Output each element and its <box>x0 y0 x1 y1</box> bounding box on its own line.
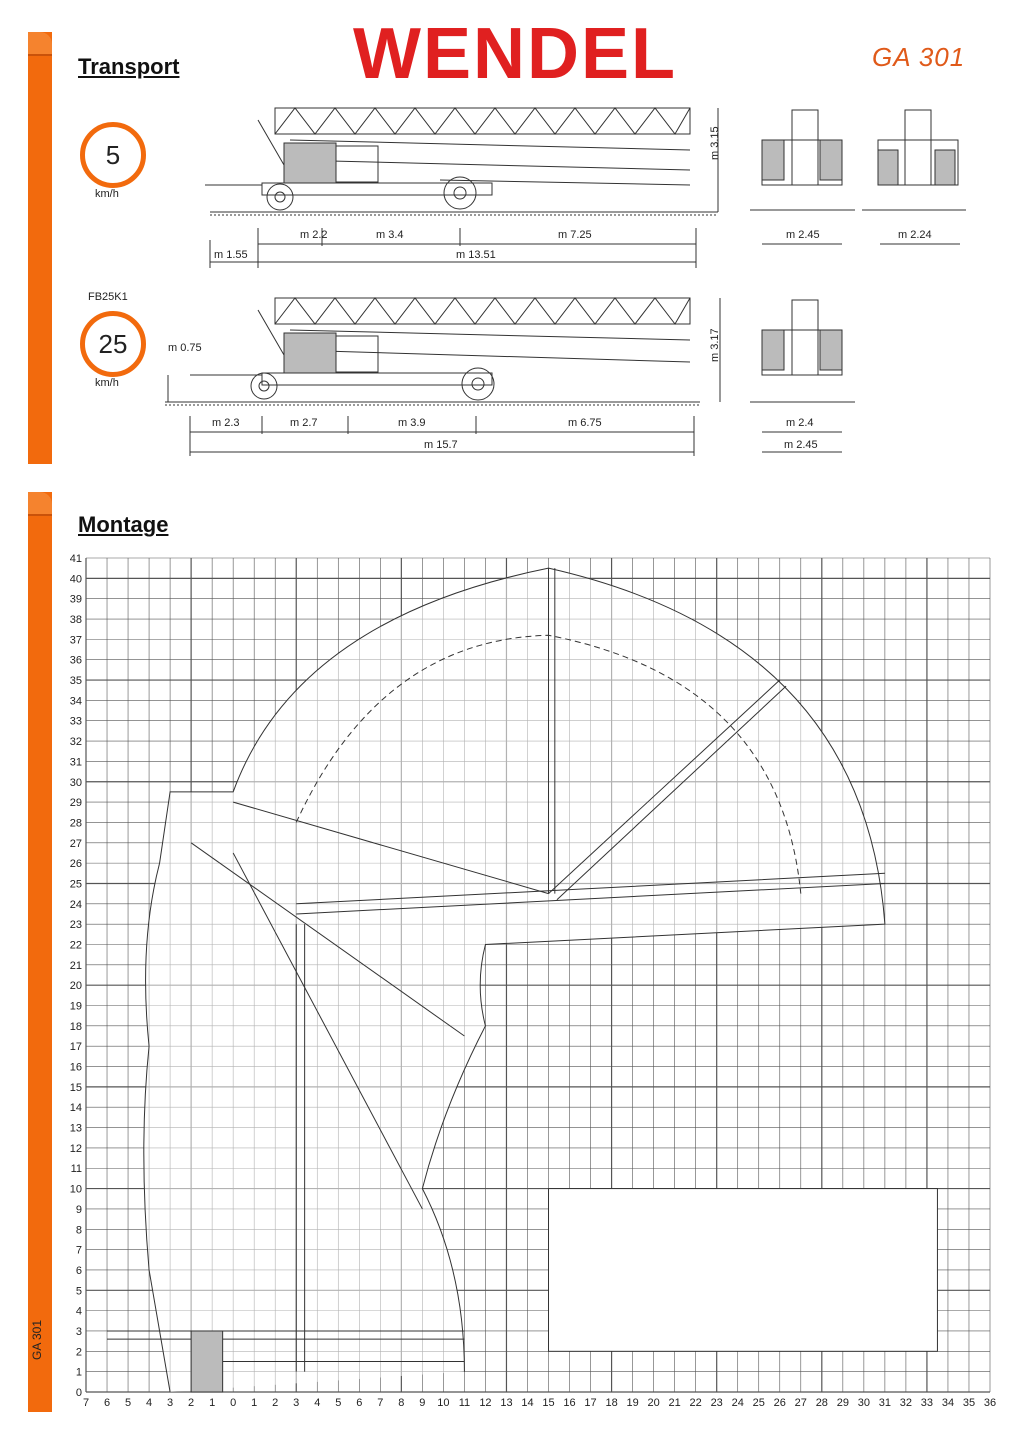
x-tick-label: 11 <box>458 1397 471 1409</box>
y-tick-label: 37 <box>69 634 82 647</box>
y-tick-label: 7 <box>75 1244 82 1257</box>
y-tick-label: 13 <box>69 1122 82 1135</box>
x-tick-label: 16 <box>563 1397 576 1409</box>
x-tick-label: 8 <box>398 1397 405 1409</box>
y-tick-label: 20 <box>69 980 82 993</box>
x-tick-label: 12 <box>479 1397 492 1409</box>
montage-side-label: GA 301 <box>30 1319 44 1360</box>
x-tick-label: 5 <box>124 1397 132 1409</box>
y-tick-label: 25 <box>69 878 82 891</box>
y-tick-label: 5 <box>75 1285 82 1298</box>
y-tick-label: 29 <box>69 797 82 810</box>
counterweight <box>191 1331 223 1392</box>
dim-width-a-top: m 2.45 <box>786 229 820 241</box>
y-tick-label: 39 <box>69 593 82 606</box>
dim-height-bottom: m 3.17 <box>709 328 721 362</box>
x-tick-label: 23 <box>710 1397 723 1409</box>
x-tick-label: 15 <box>542 1397 555 1409</box>
x-tick-label: 33 <box>920 1397 934 1409</box>
x-tick-label: 6 <box>356 1397 363 1409</box>
y-tick-label: 34 <box>69 695 82 708</box>
x-tick-label: 32 <box>899 1397 913 1409</box>
y-tick-label: 19 <box>69 1000 82 1013</box>
y-tick-label: 26 <box>69 858 82 871</box>
dim-seg3-bottom: m 6.75 <box>568 417 602 429</box>
y-tick-label: 28 <box>69 817 82 830</box>
model-label: GA 301 <box>872 42 966 72</box>
x-tick-label: 0 <box>230 1397 237 1409</box>
dim-width-b-top: m 2.24 <box>898 229 932 241</box>
x-tick-label: 3 <box>167 1397 174 1409</box>
y-tick-label: 18 <box>69 1020 82 1033</box>
fb-label: FB25K1 <box>88 291 128 303</box>
montage-title: Montage <box>78 512 169 537</box>
y-tick-label: 11 <box>70 1163 82 1176</box>
x-tick-label: 36 <box>983 1397 997 1409</box>
x-tick-label: 14 <box>521 1397 534 1409</box>
x-tick-label: 10 <box>437 1397 450 1409</box>
x-tick-label: 1 <box>251 1397 258 1409</box>
montage-diagram <box>0 540 1024 1410</box>
x-tick-label: 1 <box>209 1397 216 1409</box>
speed-unit: km/h <box>95 188 119 200</box>
dim-total-top: m 13.51 <box>456 249 496 261</box>
x-tick-label: 27 <box>794 1397 807 1409</box>
dim-total-bottom: m 15.7 <box>424 439 458 451</box>
x-tick-label: 20 <box>647 1397 660 1409</box>
y-tick-label: 22 <box>69 939 82 952</box>
y-tick-label: 4 <box>75 1305 82 1318</box>
dim-front-top: m 1.55 <box>214 249 248 261</box>
speed-value: 25 <box>98 328 128 359</box>
x-tick-label: 22 <box>689 1397 702 1409</box>
y-tick-label: 35 <box>69 675 82 688</box>
y-tick-label: 38 <box>69 614 82 627</box>
x-tick-label: 19 <box>626 1397 639 1409</box>
speed-value: 5 <box>105 139 121 170</box>
x-tick-label: 25 <box>752 1397 765 1409</box>
y-tick-label: 15 <box>69 1081 82 1094</box>
y-tick-label: 14 <box>69 1102 82 1115</box>
y-tick-label: 0 <box>75 1387 82 1399</box>
x-tick-label: 7 <box>377 1397 384 1409</box>
x-tick-label: 30 <box>857 1397 870 1409</box>
x-tick-label: 3 <box>293 1397 300 1409</box>
y-tick-label: 10 <box>69 1183 82 1196</box>
y-tick-label: 6 <box>75 1264 82 1277</box>
dim-seg2-bottom: m 3.9 <box>398 417 426 429</box>
x-tick-label: 13 <box>500 1397 513 1409</box>
x-tick-label: 28 <box>815 1397 828 1409</box>
x-tick-label: 26 <box>773 1397 786 1409</box>
dim-height-top: m 3.15 <box>709 126 721 160</box>
dim-seg3-top: m 7.25 <box>558 229 592 241</box>
dim-offset-bottom: m 0.75 <box>168 342 202 354</box>
transport-drawing-top <box>0 0 1024 470</box>
y-tick-label: 33 <box>69 715 82 728</box>
x-tick-label: 9 <box>419 1397 426 1409</box>
dim-width-a-bottom: m 2.4 <box>786 417 814 429</box>
y-tick-label: 1 <box>75 1366 82 1379</box>
x-tick-label: 21 <box>668 1397 681 1409</box>
x-tick-label: 2 <box>272 1397 279 1409</box>
y-tick-label: 27 <box>69 837 82 850</box>
dim-seg0-bottom: m 2.3 <box>212 417 240 429</box>
x-tick-label: 4 <box>146 1397 153 1409</box>
x-tick-label: 35 <box>962 1397 976 1409</box>
y-tick-label: 23 <box>69 919 82 932</box>
blank-zone <box>549 1189 938 1352</box>
y-tick-label: 41 <box>69 553 82 565</box>
x-tick-label: 18 <box>605 1397 618 1409</box>
y-tick-label: 32 <box>69 736 82 749</box>
y-tick-label: 17 <box>69 1041 82 1054</box>
y-tick-label: 30 <box>69 776 82 789</box>
x-tick-label: 29 <box>836 1397 849 1409</box>
y-tick-label: 9 <box>75 1203 82 1216</box>
logo-text: WENDEL <box>353 16 677 88</box>
x-tick-label: 7 <box>82 1397 90 1409</box>
dim-seg1-top: m 2.2 <box>300 229 328 241</box>
x-tick-label: 4 <box>314 1397 321 1409</box>
y-tick-label: 2 <box>75 1346 82 1359</box>
x-tick-label: 17 <box>584 1397 597 1409</box>
x-tick-label: 5 <box>335 1397 342 1409</box>
y-tick-label: 31 <box>69 756 82 769</box>
x-tick-label: 24 <box>731 1397 744 1409</box>
y-tick-label: 36 <box>69 654 82 667</box>
x-tick-label: 6 <box>103 1397 111 1409</box>
speed-unit: km/h <box>95 377 119 389</box>
x-tick-label: 2 <box>188 1397 195 1409</box>
y-tick-label: 12 <box>69 1142 82 1155</box>
transport-title: Transport <box>78 54 180 79</box>
y-tick-label: 40 <box>69 573 82 586</box>
x-tick-label: 34 <box>941 1397 955 1409</box>
dim-seg1-bottom: m 2.7 <box>290 417 318 429</box>
y-tick-label: 3 <box>75 1325 82 1338</box>
y-tick-label: 16 <box>69 1061 82 1074</box>
y-tick-label: 8 <box>75 1224 82 1237</box>
y-tick-label: 24 <box>69 898 82 911</box>
dim-width-b-bottom: m 2.45 <box>784 439 818 451</box>
x-tick-label: 31 <box>878 1397 892 1409</box>
dim-seg2-top: m 3.4 <box>376 229 404 241</box>
y-tick-label: 21 <box>69 959 82 972</box>
